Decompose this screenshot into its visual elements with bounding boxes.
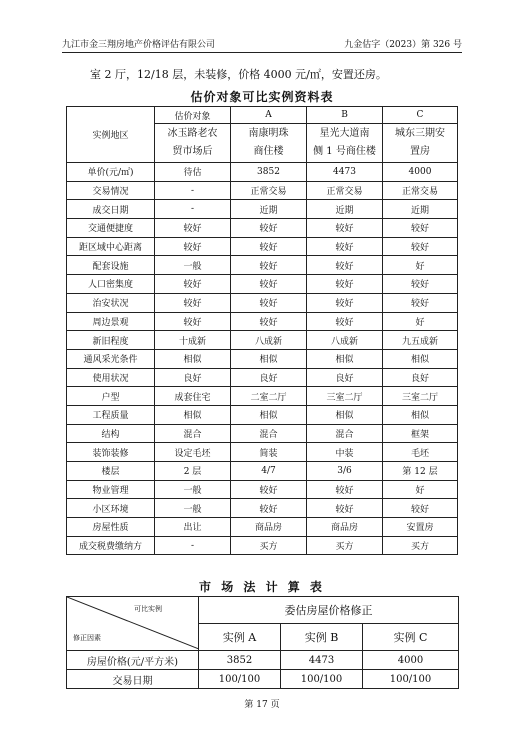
table-cell: 较好 — [231, 499, 307, 518]
row-label: 人口密集度 — [67, 275, 155, 294]
row-label: 交易日期 — [67, 670, 199, 689]
table-row — [67, 518, 458, 537]
table-cell: 较好 — [307, 275, 383, 294]
table-cell: 100/100 — [199, 670, 281, 689]
table-cell: 设定毛坯 — [155, 443, 231, 462]
table-row — [67, 424, 458, 443]
table-row — [67, 405, 458, 424]
row-label: 周边景观 — [67, 312, 155, 331]
table-row — [67, 499, 458, 518]
row-label: 楼层 — [67, 462, 155, 481]
table-cell: 八成新 — [231, 331, 307, 350]
table-cell: 星光大道南 侧 1 号商住楼 — [307, 124, 383, 163]
market-method-table-title: 市 场 法 计 算 表 — [199, 580, 325, 594]
table-cell: 较好 — [231, 293, 307, 312]
table-cell: 较好 — [307, 499, 383, 518]
row-label: 户型 — [67, 387, 155, 406]
table-cell: 较好 — [231, 219, 307, 238]
col-header: 实例 B — [281, 624, 363, 651]
comparable-table-title: 估价对象可比实例资料表 — [190, 90, 334, 104]
comparable-cases-table — [66, 106, 458, 555]
table-row — [67, 293, 458, 312]
group-header: 委估房屋价格修正 — [199, 597, 459, 624]
table-cell: 正常交易 — [231, 181, 307, 200]
table-cell: 好 — [383, 312, 458, 331]
table-cell: 3/6 — [307, 462, 383, 481]
col-header: 实例 C — [363, 624, 459, 651]
table-cell: 南康明珠 商住楼 — [231, 124, 307, 163]
table-cell: 相似 — [383, 405, 458, 424]
table-cell: 较好 — [383, 219, 458, 238]
table-cell: 商品房 — [307, 518, 383, 537]
table-cell: 良好 — [307, 368, 383, 387]
table-cell: 商品房 — [231, 518, 307, 537]
table-cell: 较好 — [231, 275, 307, 294]
table-cell: 相似 — [155, 349, 231, 368]
table-cell: 较好 — [155, 219, 231, 238]
table-cell: 三室二厅 — [383, 387, 458, 406]
row-label: 小区环境 — [67, 499, 155, 518]
document-number: 九金估字（2023）第 326 号 — [344, 40, 462, 50]
table-row — [67, 387, 458, 406]
table-cell: 好 — [383, 256, 458, 275]
row-label: 房屋性质 — [67, 518, 155, 537]
table-row — [67, 163, 458, 182]
row-label: 新旧程度 — [67, 331, 155, 350]
table-cell: 城东三期安 置房 — [383, 124, 458, 163]
table-row — [67, 331, 458, 350]
table-cell: 较好 — [307, 219, 383, 238]
table-cell: 4/7 — [231, 462, 307, 481]
table-cell: 混合 — [307, 424, 383, 443]
table-row — [67, 349, 458, 368]
table-cell: 中装 — [307, 443, 383, 462]
table-cell: 一般 — [155, 256, 231, 275]
table-cell: 较好 — [231, 256, 307, 275]
row-label: 成交税费缴纳方 — [67, 536, 155, 555]
table-cell: 较好 — [231, 312, 307, 331]
table-row — [67, 462, 458, 481]
table-cell: 相似 — [231, 349, 307, 368]
row-label: 交易情况 — [67, 181, 155, 200]
table-cell: 较好 — [307, 237, 383, 256]
row-label: 距区域中心距离 — [67, 237, 155, 256]
row-label: 装饰装修 — [67, 443, 155, 462]
table-cell: 买方 — [231, 536, 307, 555]
table-cell: 出让 — [155, 518, 231, 537]
market-method-table — [66, 596, 459, 689]
diag-bottom-label: 修正因素 — [73, 634, 101, 642]
table-cell: 安置房 — [383, 518, 458, 537]
table-header-row — [67, 597, 459, 624]
table-row — [67, 480, 458, 499]
col-header: B — [307, 107, 383, 124]
table-cell: 混合 — [231, 424, 307, 443]
table-row — [67, 275, 458, 294]
diag-top-label: 可比实例 — [134, 605, 162, 613]
table-cell: 4000 — [383, 163, 458, 182]
table-cell: 较好 — [231, 480, 307, 499]
table-cell: 买方 — [383, 536, 458, 555]
table-cell: 毛坯 — [383, 443, 458, 462]
table-cell: 一般 — [155, 499, 231, 518]
table-cell: 买方 — [307, 536, 383, 555]
table-cell: 较好 — [307, 312, 383, 331]
row-label: 使用状况 — [67, 368, 155, 387]
table-row — [67, 670, 459, 689]
table-cell: 较好 — [307, 480, 383, 499]
table-cell: 较好 — [307, 256, 383, 275]
table-cell: 100/100 — [363, 670, 459, 689]
row-label: 成交日期 — [67, 200, 155, 219]
table-row — [67, 368, 458, 387]
table-cell: 十成新 — [155, 331, 231, 350]
table-cell: 简装 — [231, 443, 307, 462]
table-cell: 较好 — [383, 275, 458, 294]
row-label: 房屋价格(元/平方米) — [67, 651, 199, 670]
table-cell: 相似 — [231, 405, 307, 424]
row-label: 通风采光条件 — [67, 349, 155, 368]
table-cell: 良好 — [383, 368, 458, 387]
table-cell: 相似 — [155, 405, 231, 424]
table-cell: 4000 — [363, 651, 459, 670]
table-cell: 近期 — [383, 200, 458, 219]
table-row — [67, 200, 458, 219]
table-cell: 九五成新 — [383, 331, 458, 350]
table-cell: 一般 — [155, 480, 231, 499]
intro-text: 室 2 厅，12/18 层，未装修，价格 4000 元/㎡，安置还房。 — [90, 68, 387, 81]
table-cell: 相似 — [383, 349, 458, 368]
page-header — [62, 38, 462, 53]
table-cell: - — [155, 181, 231, 200]
table-cell: 近期 — [231, 200, 307, 219]
table-cell: 较好 — [307, 293, 383, 312]
table-cell: 较好 — [155, 293, 231, 312]
table-cell: - — [155, 536, 231, 555]
table-cell: 2 层 — [155, 462, 231, 481]
table-row — [67, 536, 458, 555]
table-cell: - — [155, 200, 231, 219]
company-name: 九江市金三翔房地产价格评估有限公司 — [62, 40, 216, 50]
table-cell: 良好 — [231, 368, 307, 387]
table-cell: 框架 — [383, 424, 458, 443]
table-cell: 近期 — [307, 200, 383, 219]
page-number: 第 17 页 — [244, 700, 280, 710]
table-cell: 相似 — [307, 405, 383, 424]
table-cell: 正常交易 — [383, 181, 458, 200]
row-label: 物业管理 — [67, 480, 155, 499]
table-cell: 好 — [383, 480, 458, 499]
diagonal-header-cell — [67, 597, 199, 651]
table-cell: 待估 — [155, 163, 231, 182]
table-cell: 第 12 层 — [383, 462, 458, 481]
table-cell: 成套住宅 — [155, 387, 231, 406]
table-cell: 3852 — [231, 163, 307, 182]
table-row — [67, 312, 458, 331]
table-cell: 冰玉路老农 贸市场后 — [155, 124, 231, 163]
table-cell: 二室二厅 — [231, 387, 307, 406]
row-label: 单价(元/㎡) — [67, 163, 155, 182]
row-label: 实例地区 — [67, 107, 155, 163]
table-cell: 混合 — [155, 424, 231, 443]
col-header: A — [231, 107, 307, 124]
table-row — [67, 443, 458, 462]
table-cell: 4473 — [307, 163, 383, 182]
table-row — [67, 256, 458, 275]
table-cell: 正常交易 — [307, 181, 383, 200]
row-label: 配套设施 — [67, 256, 155, 275]
row-label: 交通便捷度 — [67, 219, 155, 238]
table-row — [67, 237, 458, 256]
table-cell: 3852 — [199, 651, 281, 670]
col-header: 估价对象 — [155, 107, 231, 124]
table-cell: 相似 — [307, 349, 383, 368]
table-cell: 较好 — [383, 293, 458, 312]
table-cell: 良好 — [155, 368, 231, 387]
table-row — [67, 651, 459, 670]
table-cell: 较好 — [155, 312, 231, 331]
table-cell: 较好 — [231, 237, 307, 256]
table-cell: 八成新 — [307, 331, 383, 350]
row-label: 结构 — [67, 424, 155, 443]
col-header: 实例 A — [199, 624, 281, 651]
col-header: C — [383, 107, 458, 124]
row-label: 治安状况 — [67, 293, 155, 312]
table-cell: 4473 — [281, 651, 363, 670]
table-cell: 较好 — [155, 237, 231, 256]
row-label: 工程质量 — [67, 405, 155, 424]
table-row — [67, 219, 458, 238]
table-cell: 三室二厅 — [307, 387, 383, 406]
table-cell: 100/100 — [281, 670, 363, 689]
table-cell: 较好 — [155, 275, 231, 294]
table-cell: 较好 — [383, 237, 458, 256]
table-row — [67, 181, 458, 200]
table-cell: 较好 — [383, 499, 458, 518]
table-header-row — [67, 107, 458, 124]
